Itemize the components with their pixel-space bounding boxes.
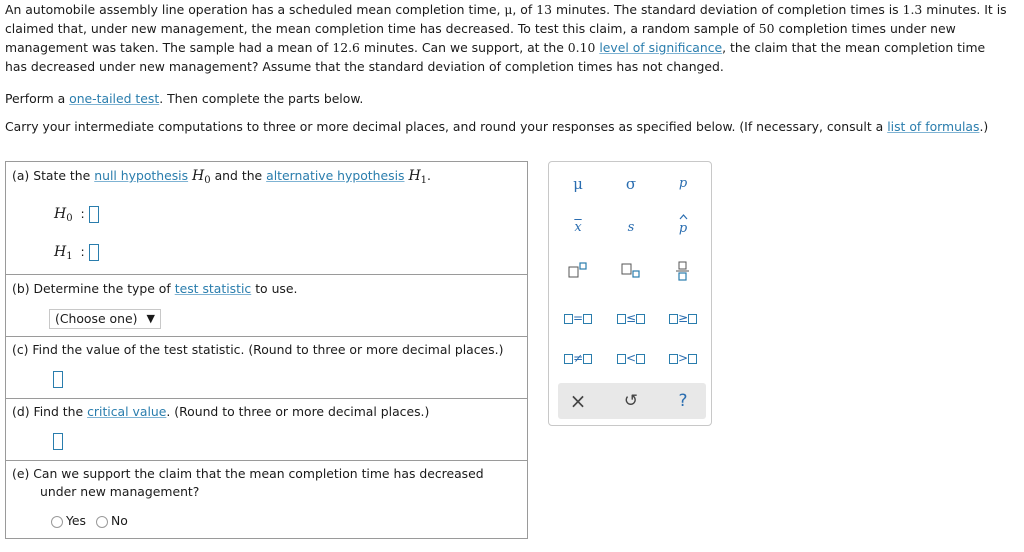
dropdown-arrow-icon: ▼	[146, 312, 155, 325]
less-than-button[interactable]: <	[613, 346, 649, 370]
problem-line-2: claimed that, under new management, the mean completion time has decreased. To test this claim, a random sample of 50 completion times under new	[5, 21, 956, 36]
mu-button[interactable]: μ	[573, 175, 583, 193]
mu-symbol: μ	[504, 2, 513, 17]
help-icon[interactable]: ?	[678, 391, 688, 411]
undo-icon[interactable]: ↺	[623, 391, 639, 411]
critical-value-link[interactable]: critical value	[87, 404, 167, 419]
critical-value-input[interactable]	[53, 433, 63, 450]
p-button[interactable]: p	[678, 176, 688, 191]
clear-icon[interactable]: ×	[569, 389, 587, 413]
yes-radio[interactable]	[51, 516, 63, 528]
problem-line-4: has decreased under new management? Assume that the standard deviation of completion times has not changed.	[5, 59, 724, 74]
equals-button[interactable]: =	[560, 306, 596, 330]
part-e-label: (e) Can we support the claim that the mean completion time has decreased under new management?	[12, 466, 484, 499]
test-statistic-link[interactable]: test statistic	[174, 281, 252, 296]
problem-statement	[5, 0, 1017, 76]
level-of-significance-link[interactable]: level of significance	[599, 40, 723, 55]
part-c-label: (c) Find the value of the test statistic. (Round to three or more decimal places.)	[12, 342, 504, 357]
part-e	[6, 461, 527, 540]
mean-value: 13	[536, 2, 552, 17]
not-equal-button[interactable]: ≠	[560, 346, 596, 370]
test-statistic-input[interactable]	[53, 371, 63, 388]
greater-than-button[interactable]: >	[665, 346, 701, 370]
h0-row: $H_0$ :	[54, 206, 99, 223]
h1-input[interactable]	[89, 244, 99, 261]
greater-equal-button[interactable]: ≥	[665, 306, 701, 330]
sigma-button[interactable]: σ	[625, 175, 637, 193]
sample-size: 50	[758, 21, 775, 36]
test-statistic-select[interactable]: (Choose one) ▼	[49, 309, 161, 329]
part-d	[6, 399, 527, 461]
alpha-value: 0.10	[567, 40, 596, 55]
problem-line-3: management was taken. The sample had a mean of 12.6 minutes. Can we support, at the 0.10 level of significance, the claim that the mean completion time	[5, 40, 986, 55]
less-equal-button[interactable]: ≤	[613, 306, 649, 330]
xbar-button[interactable]: $\overline{x}$	[574, 220, 582, 235]
instruction-2: Carry your intermediate computations to three or more decimal places, and round your responses as specified below. (If necessary, consult a list of formulas.)	[5, 119, 989, 134]
part-a	[6, 162, 527, 275]
sample-mean: 12.6	[332, 40, 360, 55]
palette-footer	[558, 383, 706, 419]
list-of-formulas-link[interactable]: list of formulas	[887, 119, 980, 134]
fraction-icon	[673, 260, 693, 282]
yes-no-radios	[51, 513, 128, 528]
hat-icon	[679, 214, 688, 220]
instruction-1: Perform a one-tailed test. Then complete the parts below.	[5, 91, 364, 106]
alternative-hypothesis-link[interactable]: alternative hypothesis	[266, 168, 405, 183]
part-b	[6, 275, 527, 337]
yes-label: Yes	[66, 513, 87, 528]
no-label: No	[110, 513, 128, 528]
part-a-label: (a) State the null hypothesis $H_0$ and the alternative hypothesis $H_1$.	[12, 168, 431, 186]
question-box	[5, 161, 528, 539]
subscript-icon	[619, 260, 643, 280]
subscript-button[interactable]	[613, 260, 649, 284]
symbol-palette	[548, 161, 712, 426]
phat-button[interactable]: p	[665, 216, 701, 240]
h1-row: $H_1$ :	[54, 244, 99, 261]
superscript-button[interactable]	[560, 260, 596, 284]
null-hypothesis-link[interactable]: null hypothesis	[94, 168, 189, 183]
h0-input[interactable]	[89, 206, 99, 223]
no-radio[interactable]	[96, 516, 108, 528]
sd-value: 1.3	[902, 2, 923, 17]
fraction-button[interactable]	[665, 260, 701, 284]
part-d-label: (d) Find the critical value. (Round to three or more decimal places.)	[12, 404, 430, 419]
part-c	[6, 337, 527, 399]
part-b-label: (b) Determine the type of test statistic to use.	[12, 281, 298, 296]
s-button[interactable]: s	[627, 220, 635, 235]
problem-line-1: An automobile assembly line operation has a scheduled mean completion time, μ, of 13 minutes. The standard deviation of completion times is 1.3 minutes. It is	[5, 2, 1007, 17]
superscript-icon	[566, 260, 590, 280]
one-tailed-test-link[interactable]: one-tailed test	[69, 91, 160, 106]
